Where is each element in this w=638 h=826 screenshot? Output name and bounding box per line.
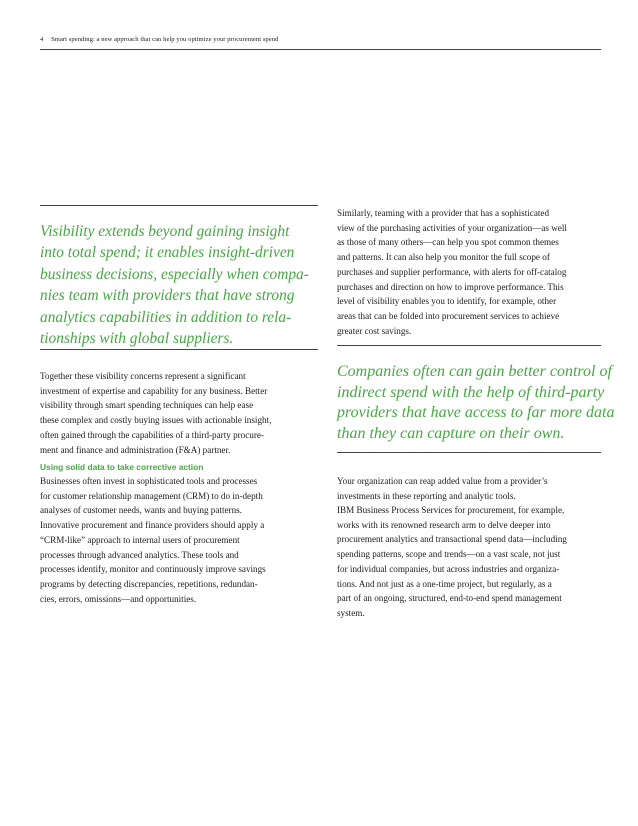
pull-quote-line: tionships with global suppliers.	[40, 330, 234, 348]
page-number: 4	[40, 36, 44, 43]
text-line: as those of many others—can help you spot common themes	[337, 237, 559, 248]
pull-quote-line: indirect spend with the help of third-party	[337, 383, 605, 401]
text-line: system.	[337, 607, 365, 618]
text-line: purchases and supplier performance, with alerts for off-catalog	[337, 266, 567, 277]
text-line: Innovative procurement and finance providers should apply a	[40, 520, 265, 531]
text-line: Businesses often invest in sophisticated tools and processes	[40, 476, 258, 486]
pull-quote-line: Companies often can gain better control of	[337, 363, 612, 380]
pull-quote-line: Visibility extends beyond gaining insight	[40, 223, 290, 240]
running-title: Smart spending: a new approach that can help you optimize your procurement spend	[51, 36, 279, 43]
text-line: and patterns. It can also help you monitor the full scope of	[337, 252, 550, 263]
pull-quote-left-top-rule	[40, 205, 318, 206]
pull-quote-line: analytics capabilities in addition to rela-	[40, 308, 292, 326]
left-paragraph-1	[40, 369, 330, 457]
text-line: investments in these reporting and analytic tools.	[337, 490, 516, 501]
text-line: view of the purchasing activities of your organization—as well	[337, 222, 567, 233]
text-line: areas that can be folded into procurement services to achieve	[337, 310, 560, 321]
text-line: programs by detecting discrepancies, repetitions, redundan-	[40, 578, 258, 589]
text-line: these complex and costly buying issues with actionable insight,	[40, 415, 272, 426]
running-header	[40, 36, 600, 43]
text-line: Together these visibility concerns represent a significant	[40, 371, 246, 381]
right-paragraph-3	[337, 503, 612, 621]
text-line: Similarly, teaming with a provider that has a sophisticated	[337, 208, 550, 218]
text-line: for customer relationship management (CRM) to do in-depth	[40, 490, 263, 501]
text-line: greater cost savings.	[337, 325, 412, 336]
text-line: Your organization can reap added value from a provider’s	[337, 476, 548, 486]
header-rule	[40, 49, 601, 50]
text-line: procurement analytics and transactional spend data—including	[337, 534, 567, 545]
text-line: processes identify, monitor and continuously improve savings	[40, 564, 266, 575]
text-line: ment and finance and administration (F&A) partner.	[40, 444, 231, 455]
text-line: purchases and direction on how to improve performance. This	[337, 281, 564, 292]
pull-quote-line: providers that have access to far more data	[337, 404, 615, 422]
pull-quote-line: business decisions, especially when compa-	[40, 265, 309, 283]
text-line: spending patterns, scope and trends—on a vast scale, not just	[337, 549, 561, 560]
text-line: for individual companies, but across industries and organiza-	[337, 563, 560, 574]
left-paragraph-2	[40, 474, 330, 606]
text-line: investment of expertise and capability for any business. Better	[40, 385, 268, 396]
pull-quote-line: nies team with providers that have strong	[40, 287, 295, 305]
pull-quote-right-bottom-rule	[337, 452, 601, 453]
text-line: cies, errors, omissions—and opportunities.	[40, 593, 197, 604]
right-paragraph-1	[337, 206, 612, 338]
pull-quote-line: into total spend; it enables insight-driven	[40, 244, 295, 262]
text-line: IBM Business Process Services for procurement, for example,	[337, 505, 565, 515]
text-line: level of visibility enables you to identify, for example, other	[337, 296, 557, 307]
text-line: part of an ongoing, structured, end-to-end spend management	[337, 593, 562, 604]
text-line: works with its renowned research arm to delve deeper into	[337, 519, 551, 530]
pull-quote-line: than they can capture on their own.	[337, 425, 565, 443]
text-line: processes through advanced analytics. These tools and	[40, 549, 239, 560]
pull-quote-left	[40, 221, 322, 349]
pull-quote-left-bottom-rule	[40, 349, 318, 350]
pull-quote-right	[337, 362, 615, 445]
right-paragraph-2	[337, 474, 612, 503]
section-subheading: Using solid data to take corrective action	[40, 462, 204, 472]
text-line: often gained through the capabilities of a third-party procure-	[40, 429, 264, 440]
text-line: “CRM-like” approach to internal users of procurement	[40, 534, 240, 545]
text-line: visibility through smart spending techniques can help ease	[40, 400, 254, 411]
pull-quote-right-top-rule	[337, 345, 601, 346]
text-line: analyses of customer needs, wants and buying patterns.	[40, 505, 242, 516]
text-line: tions. And not just as a one-time project, but regularly, as a	[337, 578, 552, 589]
